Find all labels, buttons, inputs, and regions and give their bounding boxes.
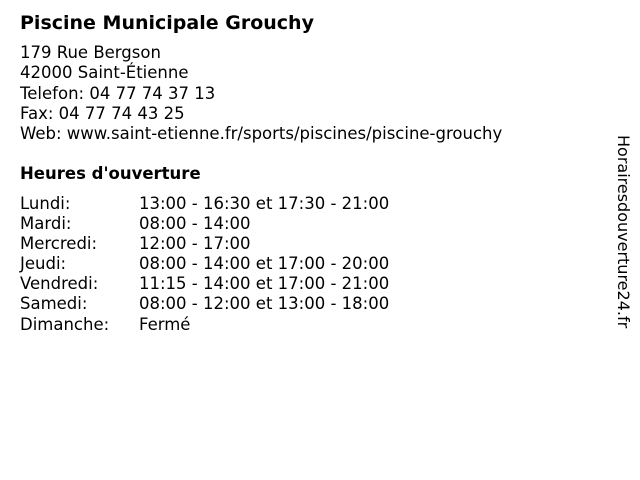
city-address: 42000 Saint-Étienne [20, 63, 189, 83]
time-value: 08:00 - 12:00 et 13:00 - 18:00 [139, 294, 390, 314]
time-value: Fermé [139, 314, 191, 334]
website: Web: www.saint-etienne.fr/sports/piscines/piscine-grouchy [20, 124, 503, 144]
time-value: 13:00 - 16:30 et 17:30 - 21:00 [139, 194, 390, 213]
time-value: 08:00 - 14:00 et 17:00 - 20:00 [139, 254, 390, 274]
day-label: Mercredi: [20, 234, 98, 254]
time-value: 08:00 - 14:00 [139, 214, 251, 234]
phone-number: Telefon: 04 77 74 37 13 [20, 83, 216, 103]
day-label: Samedi: [20, 294, 88, 314]
time-value: 11:15 - 14:00 et 17:00 - 21:00 [139, 274, 390, 294]
hours-heading: Heures d'ouverture [20, 164, 201, 183]
day-label: Dimanche: [20, 314, 110, 334]
brand-watermark: Horairesdouverture24.fr [614, 135, 633, 329]
day-label: Lundi: [20, 194, 71, 213]
time-value: 12:00 - 17:00 [139, 234, 251, 254]
day-label: Mardi: [20, 214, 72, 234]
street-address: 179 Rue Bergson [20, 43, 161, 62]
address-block [20, 43, 502, 144]
page-title: Piscine Municipale Grouchy [20, 12, 314, 34]
day-label: Vendredi: [20, 274, 99, 294]
fax-number: Fax: 04 77 74 43 25 [20, 103, 185, 123]
day-label: Jeudi: [20, 254, 67, 274]
